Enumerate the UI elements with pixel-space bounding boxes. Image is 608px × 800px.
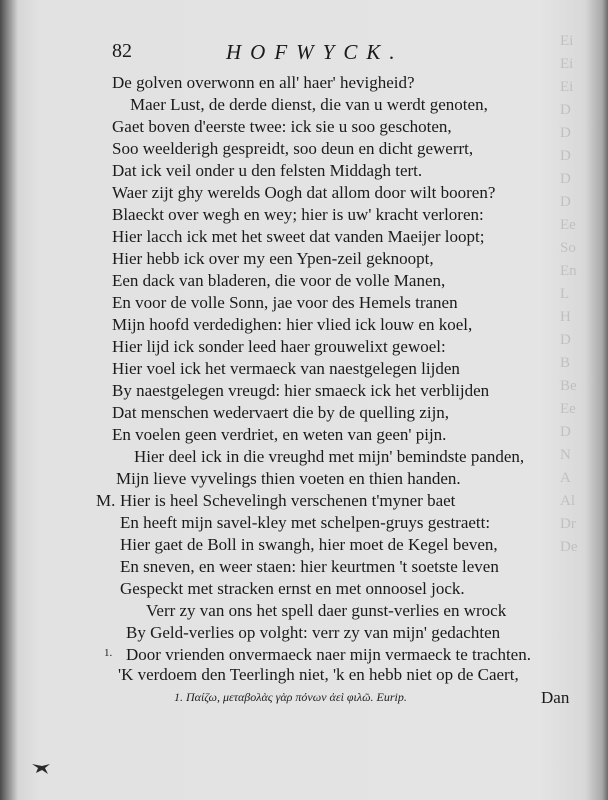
margin-note-m: M. [96,491,116,510]
bleed-through-fragment: Ei [560,56,574,72]
bleed-through-fragment: D [560,424,571,440]
bleed-through-fragment: Ei [560,33,574,49]
bleed-through-fragment: Ee [560,217,576,233]
bleed-through-fragment: N [560,447,571,463]
poem-line: Hier deel ick in die vreughd met mijn' bemindste panden, [134,447,525,466]
bleed-through-fragment: Al [560,493,575,509]
bleed-through-fragment: D [560,125,571,141]
bleed-through-fragment: D [560,148,571,164]
bleed-through-fragment: L [560,286,570,302]
poem-line: Gaet boven d'eerste twee: ick sie u soo geschoten, [112,117,452,136]
bleed-through-fragment: D [560,332,571,348]
poem-line: Hier is heel Schevelingh verschenen t'myner baet [120,491,456,510]
poem-line: De golven overwonn en all' haer' hevigheid? [112,73,415,92]
bleed-through-fragment: Dr [560,516,576,532]
running-head: HOFWYCK. [226,40,404,64]
poem-line: Verr zy van ons het spell daer gunst-verlies en wrock [146,601,507,620]
poem-line: Soo weelderigh gespreidt, soo deun en dicht gewerrt, [112,139,474,158]
poem-line: Blaeckt over wegh en wey; hier is uw' kracht verloren: [112,205,484,224]
bleed-through-fragment: D [560,194,571,210]
bleed-through-fragment: En [560,263,577,279]
bleed-through-fragment: D [560,171,571,187]
footnote-reference: 1. [104,647,113,659]
poem-line: Dat ick veil onder u den felsten Middagh tert. [112,161,423,180]
poem-line: En sneven, en weer staen: hier keurtmen 't soetste leven [120,557,499,576]
poem-line: Mijn lieve vyvelings thien voeten en thien handen. [116,469,461,488]
poem-line: Hier gaet de Boll in swangh, hier moet de Kegel beven, [120,535,498,554]
bleed-through-fragment: So [560,240,576,256]
poem-line: By Geld-verlies op volght: verr zy van mijn' gedachten [126,623,501,642]
poem-line: Maer Lust, de derde dienst, die van u werdt genoten, [130,95,488,114]
bleed-through-fragment: Ee [560,401,576,417]
poem-line: Gespeckt met stracken ernst en met onnoosel jock. [120,579,465,598]
ink-blot-mark [30,760,52,776]
poem-line: Hier lijd ick sonder leed haer grouwelixt gewoel: [112,337,446,356]
poem-line: Mijn hoofd verdedighen: hier vlied ick louw en koel, [112,315,473,334]
bleed-through-fragment: Be [560,378,577,394]
bleed-through-fragment: H [560,309,571,325]
bleed-through-fragment: A [560,470,571,486]
poem-line: By naestgelegen vreugd: hier smaeck ick het verblijden [112,381,490,400]
bleed-through-fragment: D [560,102,571,118]
poem-line: En voelen geen verdriet, en weten van geen' pijn. [112,425,447,444]
poem-line: 'K verdoem den Teerlingh niet, 'k en hebb niet op de Caert, [118,665,519,684]
poem-line: En voor de volle Sonn, jae voor des Hemels tranen [112,293,458,312]
bleed-through-fragment: Ei [560,79,574,95]
poem-line: Hier voel ick het vermaeck van naestgelegen lijden [112,359,460,378]
poem-line: En heeft mijn savel-kley met schelpen-gruys gestraett: [120,513,491,532]
poem-line: Waer zijt ghy werelds Oogh dat allom door wilt booren? [112,183,496,202]
poem-line: Door vrienden onvermaeck naer mijn vermaeck te trachten. [126,645,531,664]
poem-line: Een dack van bladeren, die voor de volle Manen, [112,271,446,290]
bleed-through-fragment: De [560,539,578,555]
poem-line: Dat menschen wedervaert die by de quelling zijn, [112,403,450,422]
catchword: Dan [541,688,570,707]
page-number: 82 [112,40,132,62]
footnote: 1. Παίζω, μεταβολὰς γὰρ πόνων ἀεὶ φιλῶ. Eurip. [174,690,407,704]
bleed-through-fragment: B [560,355,571,371]
poem-line: Hier lacch ick met het sweet dat vanden Maeijer loopt; [112,227,485,246]
poem-line: Hier hebb ick over my een Ypen-zeil geknoopt, [112,249,434,268]
